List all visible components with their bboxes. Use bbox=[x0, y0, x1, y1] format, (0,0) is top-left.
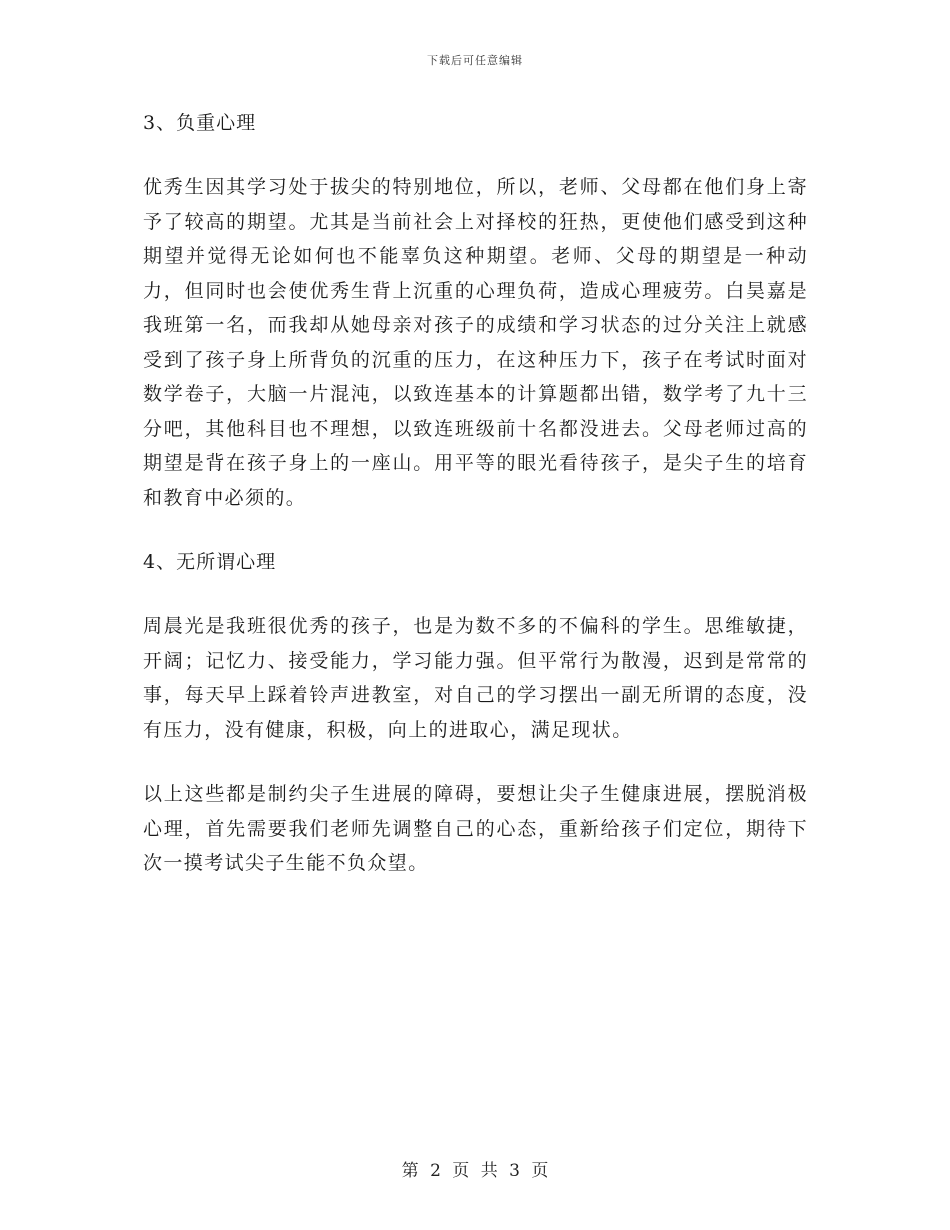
section-heading: 4、无所谓心理 bbox=[143, 551, 277, 573]
section-heading: 3、负重心理 bbox=[143, 112, 257, 134]
document-body bbox=[143, 106, 808, 911]
page-header: 下载后可任意编辑 bbox=[427, 54, 523, 67]
section-4 bbox=[143, 545, 808, 881]
section-3 bbox=[143, 106, 808, 515]
paragraph: 以上这些都是制约尖子生进展的障碍，要想让尖子生健康进展，摆脱消极心理，首先需要我们老师先调整自己的心态，重新给孩子们定位，期待下次一摸考试尖子生能不负众望。 bbox=[143, 783, 808, 874]
paragraph: 优秀生因其学习处于拔尖的特别地位，所以，老师、父母都在他们身上寄予了较高的期望。尤其是当前社会上对择校的狂热，更使他们感受到这种期望并觉得无论如何也不能辜负这种期望。老师、父母的期望是一种动力，但同时也会使优秀生背上沉重的心理负荷，造成心理疲劳。白昊嘉是我班第一名，而我却从她母亲对孩子的成绩和学习状态的过分关注上就感受到了孩子身上所背负的沉重的压力，在这种压力下，孩子在考试时面对数学卷子，大脑一片混沌，以致连基本的计算题都出错，数学考了九十三分吧，其他科目也不理想，以致连班级前十名都没进去。父母老师过高的期望是背在孩子身上的一座山。用平等的眼光看待孩子，是尖子生的培育和教育中必须的。 bbox=[143, 176, 808, 509]
page-footer: 第 2 页 共 3 页 bbox=[401, 1161, 549, 1181]
paragraph: 周晨光是我班很优秀的孩子，也是为数不多的不偏科的学生。思维敏捷，开阔；记忆力、接受能力，学习能力强。但平常行为散漫，迟到是常常的事，每天早上踩着铃声进教室，对自己的学习摆出一副无所谓的态度，没有压力，没有健康，积极，向上的进取心，满足现状。 bbox=[143, 615, 808, 741]
